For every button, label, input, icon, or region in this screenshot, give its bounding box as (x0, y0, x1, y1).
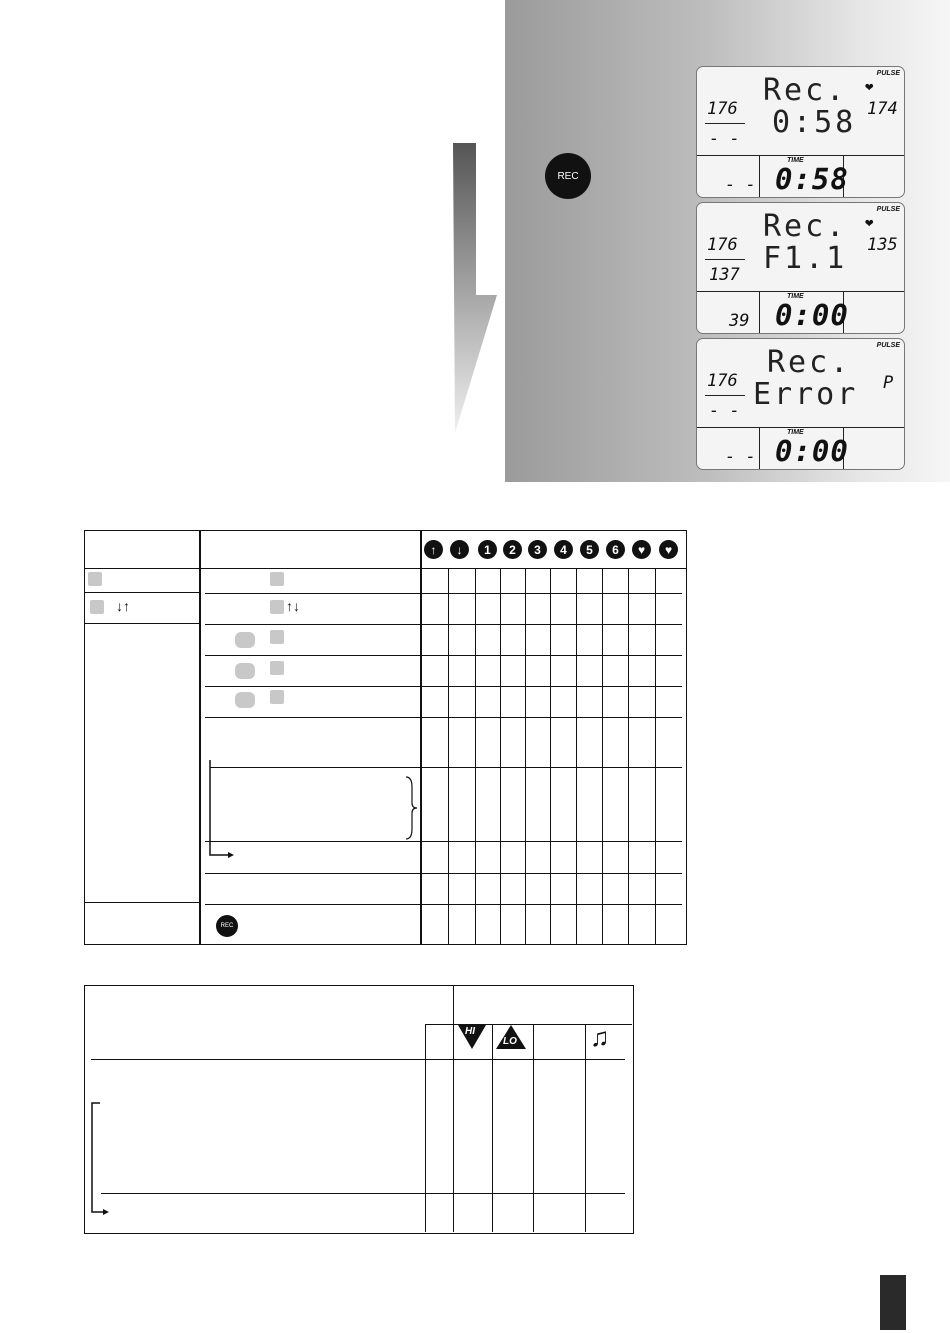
divider (91, 1059, 625, 1060)
divider (697, 155, 904, 156)
divider (101, 1193, 625, 1194)
key-icon (270, 572, 284, 586)
divider (84, 902, 200, 903)
down-arrow-graphic (450, 143, 500, 443)
button-1-icon: 1 (478, 540, 497, 559)
display-line2: 0:58 (772, 105, 857, 140)
bottom-left-value: - - (725, 447, 756, 467)
pulse-value: 135 (867, 235, 898, 255)
heart-1-icon: ♥ (632, 540, 651, 559)
rec-button[interactable]: REC (545, 153, 591, 199)
divider (205, 873, 682, 874)
left-mid-value: 137 (709, 265, 740, 285)
divider (705, 395, 745, 396)
key-icon (270, 600, 284, 614)
loop-arrow-icon (204, 758, 234, 862)
left-mid-value: - - (709, 129, 740, 149)
divider (84, 592, 200, 593)
divider (84, 568, 686, 569)
divider (205, 593, 682, 594)
time-value: 0:00 (775, 298, 849, 332)
time-label: TIME (787, 429, 804, 436)
display-line1: Rec. (763, 73, 848, 108)
up-down-arrows-icon: ↑↓ (286, 598, 300, 614)
lcd-display-1 (696, 66, 905, 198)
divider (84, 623, 200, 624)
heart-icon: ❤ (865, 79, 874, 95)
alarm-table (84, 985, 634, 1234)
time-value: 0:00 (775, 434, 849, 468)
divider (697, 427, 904, 428)
divider (759, 427, 760, 469)
pulse-value: 174 (867, 99, 898, 119)
oval-key-icon (235, 632, 255, 648)
oval-key-icon (235, 663, 255, 679)
bottom-left-value: - - (725, 175, 756, 195)
display-line2: F1.1 (763, 241, 848, 276)
divider (705, 259, 745, 260)
lcd-display-3 (696, 338, 905, 470)
pulse-label: PULSE (876, 342, 900, 349)
brace-icon (403, 775, 419, 841)
divider (453, 985, 454, 1232)
button-6-icon: 6 (606, 540, 625, 559)
music-note-icon: ♫ (590, 1022, 610, 1052)
display-line1: Rec. (767, 345, 852, 380)
bottom-left-value: 39 (729, 311, 750, 331)
divider (205, 841, 682, 842)
key-icon (270, 661, 284, 675)
key-icon (270, 630, 284, 644)
divider (697, 291, 904, 292)
divider (205, 904, 682, 905)
key-icon (88, 572, 102, 586)
oval-key-icon (235, 692, 255, 708)
divider (205, 624, 682, 625)
loop-arrow-icon (86, 1100, 112, 1220)
left-mid-value: - - (709, 401, 740, 421)
left-top-value: 176 (707, 235, 738, 255)
time-value: 0:58 (775, 162, 849, 196)
time-label: TIME (787, 293, 804, 300)
divider (533, 1024, 534, 1232)
heart-icon: ❤ (865, 215, 874, 231)
down-arrow-icon: ↓ (450, 540, 469, 559)
up-arrow-icon: ↑ (424, 540, 443, 559)
lcd-display-2 (696, 202, 905, 334)
key-icon (270, 690, 284, 704)
divider (492, 1024, 493, 1232)
button-3-icon: 3 (528, 540, 547, 559)
pulse-label: PULSE (876, 206, 900, 213)
divider (205, 686, 682, 687)
divider (205, 717, 682, 718)
pulse-value: P (883, 373, 894, 393)
divider (425, 1024, 426, 1232)
left-top-value: 176 (707, 99, 738, 119)
button-4-icon: 4 (554, 540, 573, 559)
button-2-icon: 2 (503, 540, 522, 559)
divider (759, 155, 760, 197)
rec-icon: REC (216, 915, 238, 937)
pulse-label: PULSE (876, 70, 900, 77)
divider (705, 123, 745, 124)
display-line2: Error (753, 377, 859, 412)
divider (759, 291, 760, 333)
lo-label: LO (503, 1036, 517, 1047)
button-5-icon: 5 (580, 540, 599, 559)
time-label: TIME (787, 157, 804, 164)
left-top-value: 176 (707, 371, 738, 391)
hi-label: HI (465, 1026, 475, 1037)
page-tab (880, 1275, 906, 1330)
down-up-arrows-icon: ↓↑ (116, 598, 130, 614)
heart-2-icon: ♥ (659, 540, 678, 559)
display-line1: Rec. (763, 209, 848, 244)
divider (585, 1024, 586, 1232)
divider (210, 767, 682, 768)
key-icon (90, 600, 104, 614)
divider (205, 655, 682, 656)
